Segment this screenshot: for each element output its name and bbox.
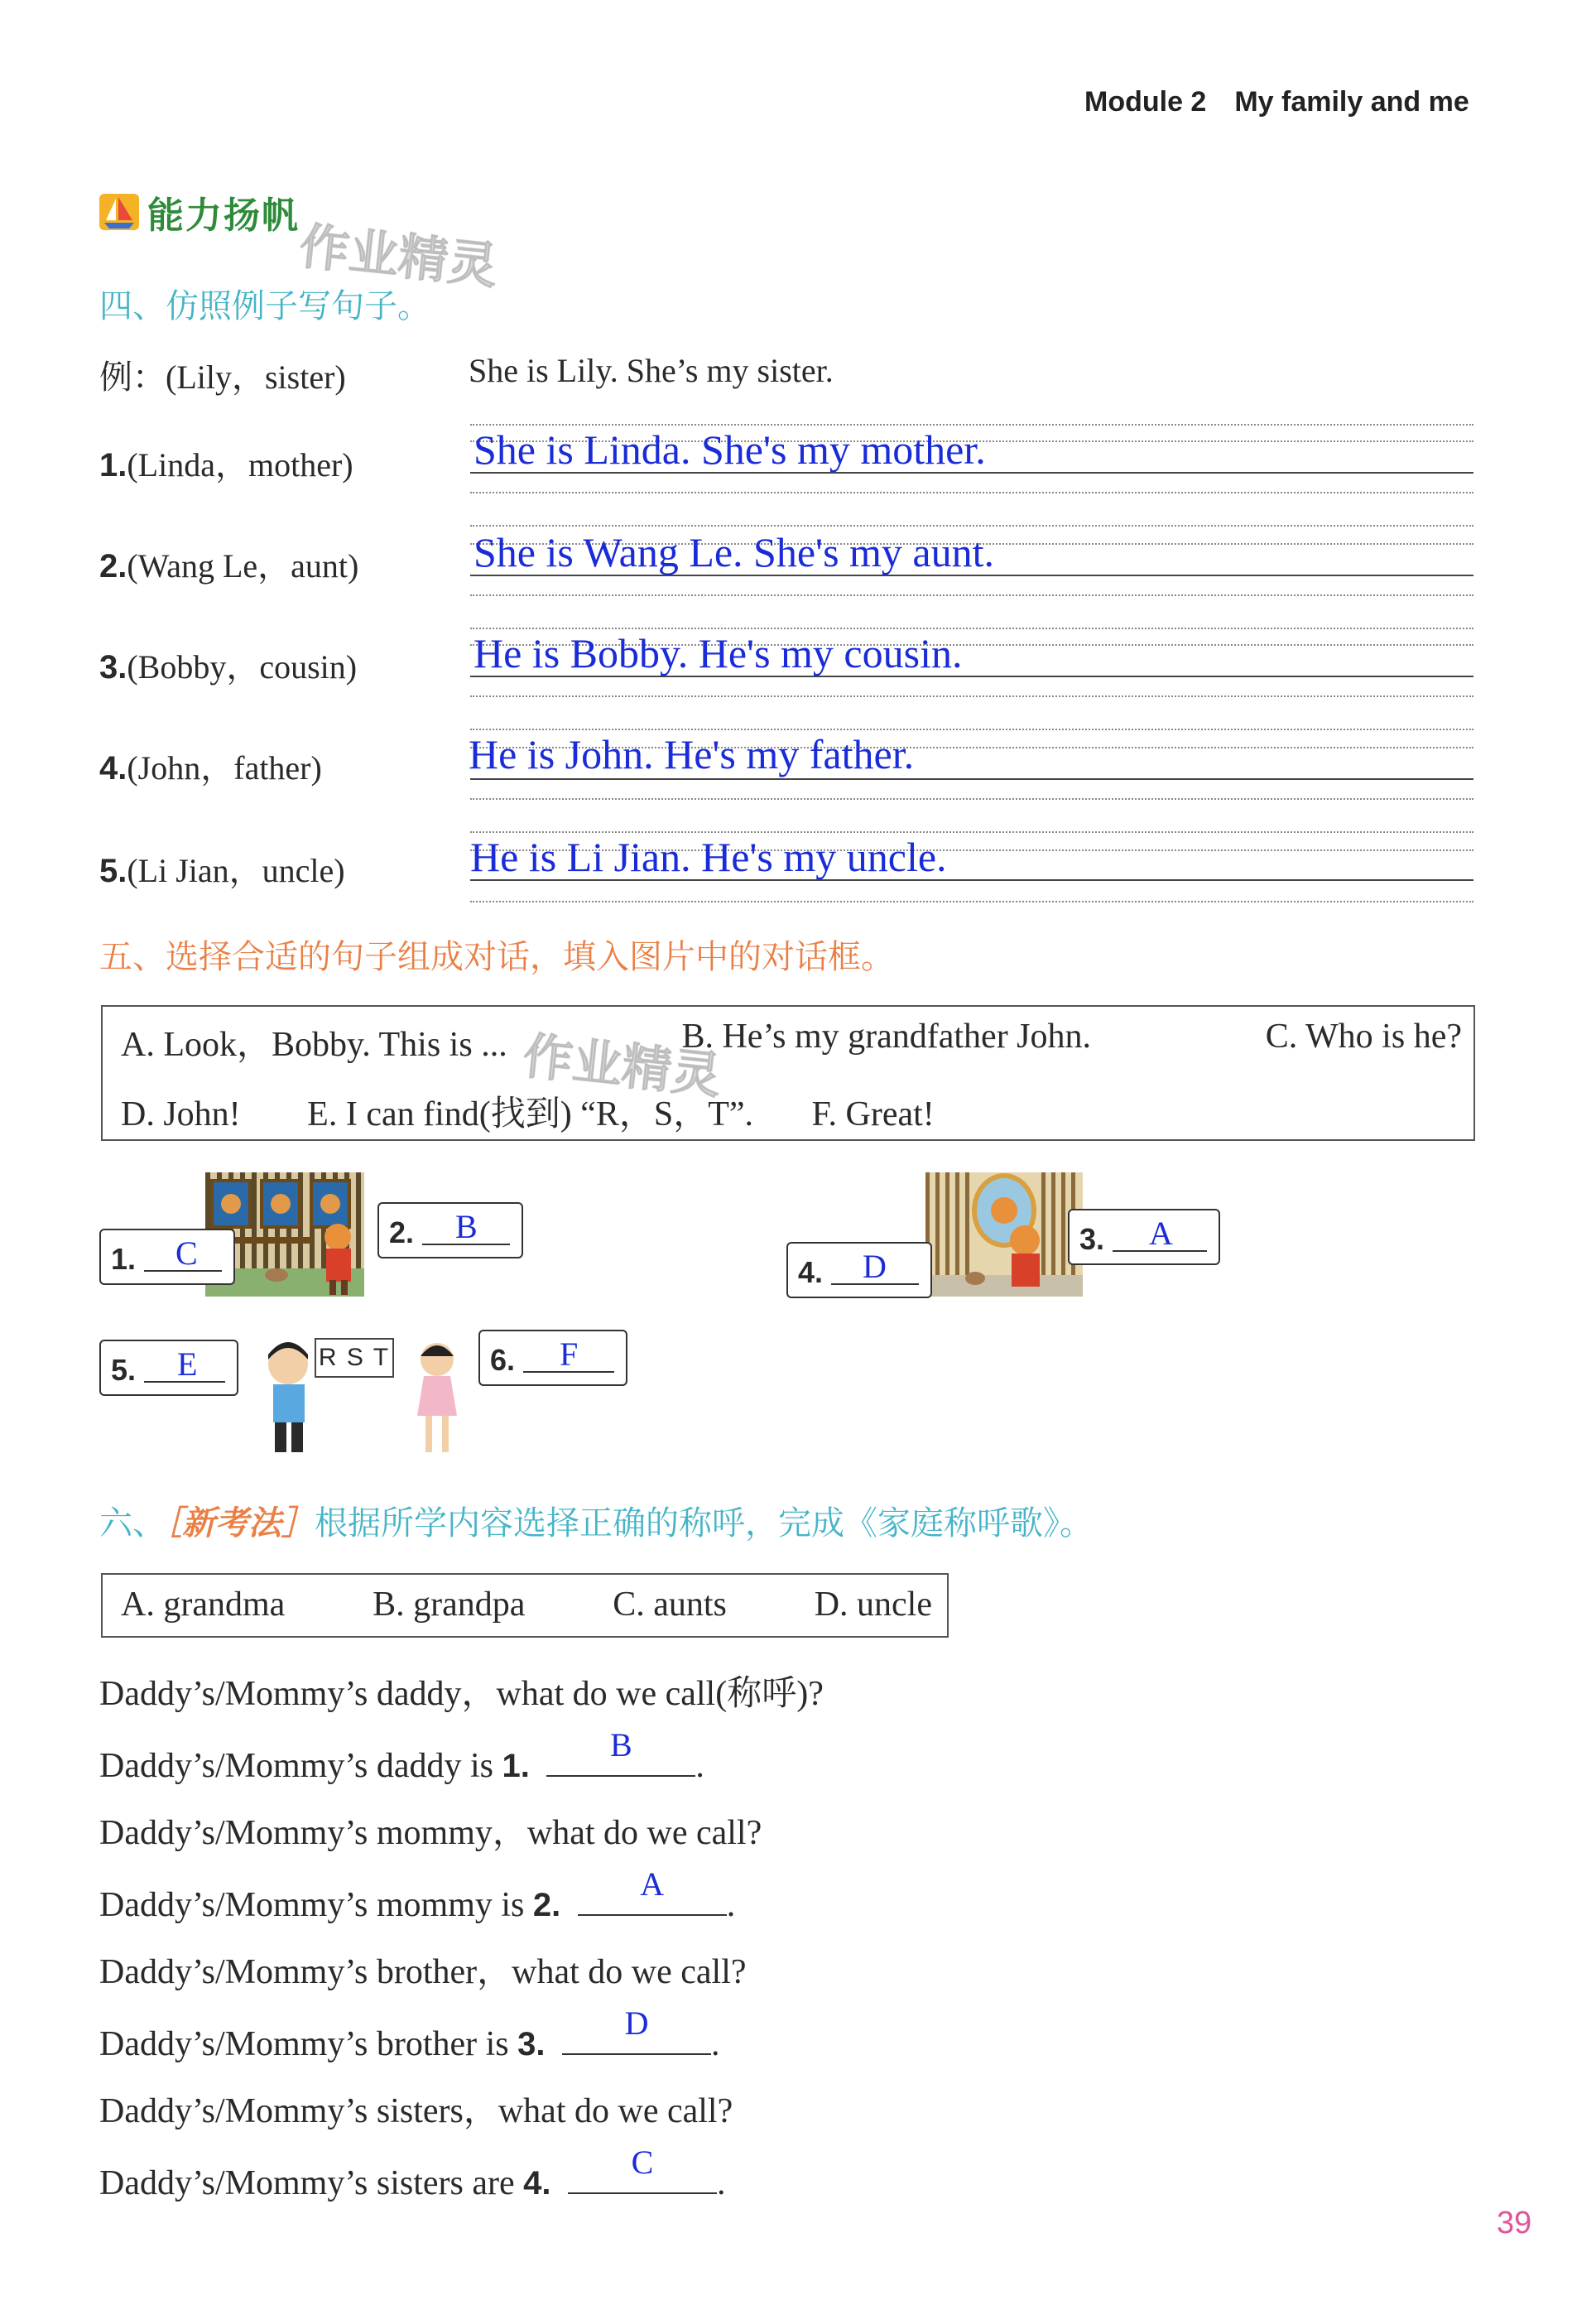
song-answer-4: C xyxy=(631,2144,654,2181)
song-answer-1: B xyxy=(610,1726,632,1764)
q5-option-b: B. He’s my grandfather John. xyxy=(681,1018,1092,1056)
q5-option-c: C. Who is he? xyxy=(1265,1018,1462,1056)
q4-example-answer: She is Lily. She’s my sister. xyxy=(469,352,834,389)
q6-title: 六、［新考法］根据所学内容选择正确的称呼，完成《家庭称呼歌》。 xyxy=(99,1504,1093,1542)
q6-option-a: A. grandma xyxy=(121,1586,286,1624)
bubble-1: 1. C xyxy=(99,1229,235,1285)
q4-item-3: 3.(Bobby，cousin) xyxy=(99,648,358,686)
bubble-6: 6. F xyxy=(478,1330,627,1386)
bubble-1-answer: C xyxy=(175,1234,198,1272)
watermark-top: 作业精灵 xyxy=(296,217,501,296)
q6-option-d: D. uncle xyxy=(814,1586,932,1624)
section-title: 能力扬帆 xyxy=(147,195,300,237)
mirror-illustration xyxy=(925,1172,1083,1297)
new-type-tag: ［新考法］ xyxy=(166,1504,315,1542)
bubble-6-answer: F xyxy=(560,1335,579,1373)
bubble-2: 2. B xyxy=(377,1202,523,1258)
bubble-2-answer: B xyxy=(455,1208,478,1245)
q4-answer-5: He is Li Jian. He's my uncle. xyxy=(470,834,947,880)
bubble-3: 3. A xyxy=(1068,1209,1220,1265)
q4-answer-4: He is John. He's my father. xyxy=(469,731,915,777)
sail-boat-icon xyxy=(98,190,141,233)
q6-option-b: B. grandpa xyxy=(373,1586,526,1624)
q4-item-2: 2.(Wang Le，aunt) xyxy=(99,547,359,585)
song-line-3: Daddy’s/Mommy’s mommy，what do we call? xyxy=(99,1814,762,1852)
song-answer-2: A xyxy=(640,1865,665,1903)
q4-answer-1: She is Linda. She's my mother. xyxy=(474,426,986,473)
q4-item-5: 5.(Li Jian，uncle) xyxy=(99,852,345,889)
bubble-4: 4. D xyxy=(786,1242,932,1298)
q5-option-e: E. I can find(找到) “R，S，T”. xyxy=(307,1095,754,1133)
song-answer-3: D xyxy=(624,2004,649,2042)
q5-title: 五、选择合适的句子组成对话，填入图片中的对话框。 xyxy=(99,938,894,976)
bubble-3-answer: A xyxy=(1149,1215,1173,1252)
q5-option-f: F. Great! xyxy=(811,1095,935,1133)
q6-options-box xyxy=(101,1573,949,1638)
q5-options-box xyxy=(101,1005,1475,1141)
section-banner xyxy=(98,187,300,237)
song-line-7: Daddy’s/Mommy’s sisters，what do we call? xyxy=(99,2092,733,2130)
watermark-mid: 作业精灵 xyxy=(520,1027,724,1106)
q4-title: 四、仿照例子写句子。 xyxy=(99,287,430,325)
bubble-5-answer: E xyxy=(177,1345,198,1383)
q4-item-4: 4.(John，father) xyxy=(99,749,322,787)
q6-option-c: C. aunts xyxy=(613,1586,727,1624)
letter-card: R S T xyxy=(315,1338,394,1378)
song-line-4: Daddy’s/Mommy’s mommy is 2. A . xyxy=(99,1865,736,1924)
song-line-8: Daddy’s/Mommy’s sisters are 4. C . xyxy=(99,2144,726,2202)
q4-answer-2: She is Wang Le. She's my aunt. xyxy=(474,529,995,575)
song-line-6: Daddy’s/Mommy’s brother is 3. D . xyxy=(99,2004,720,2063)
song-line-1: Daddy’s/Mommy’s daddy，what do we call(称呼)? xyxy=(99,1675,824,1713)
page-number: 39 xyxy=(1497,2206,1532,2240)
module-title: My family and me xyxy=(1234,86,1469,118)
song-line-5: Daddy’s/Mommy’s brother，what do we call? xyxy=(99,1953,747,1991)
q4-example-prompt: 例：(Lily，sister) xyxy=(99,359,346,396)
song-line-2: Daddy’s/Mommy’s daddy is 1. B . xyxy=(99,1726,704,1785)
bubble-4-answer: D xyxy=(863,1248,887,1285)
q4-answer-3: He is Bobby. He's my cousin. xyxy=(474,630,963,676)
module-label: Module 2 xyxy=(1084,86,1207,118)
q5-option-a: A. Look，Bobby. This is ... xyxy=(121,1026,507,1064)
q4-item-1: 1.(Linda，mother) xyxy=(99,446,353,484)
bubble-5: 5. E xyxy=(99,1340,238,1396)
q5-option-d: D. John! xyxy=(121,1095,241,1133)
running-header xyxy=(1084,86,1469,118)
